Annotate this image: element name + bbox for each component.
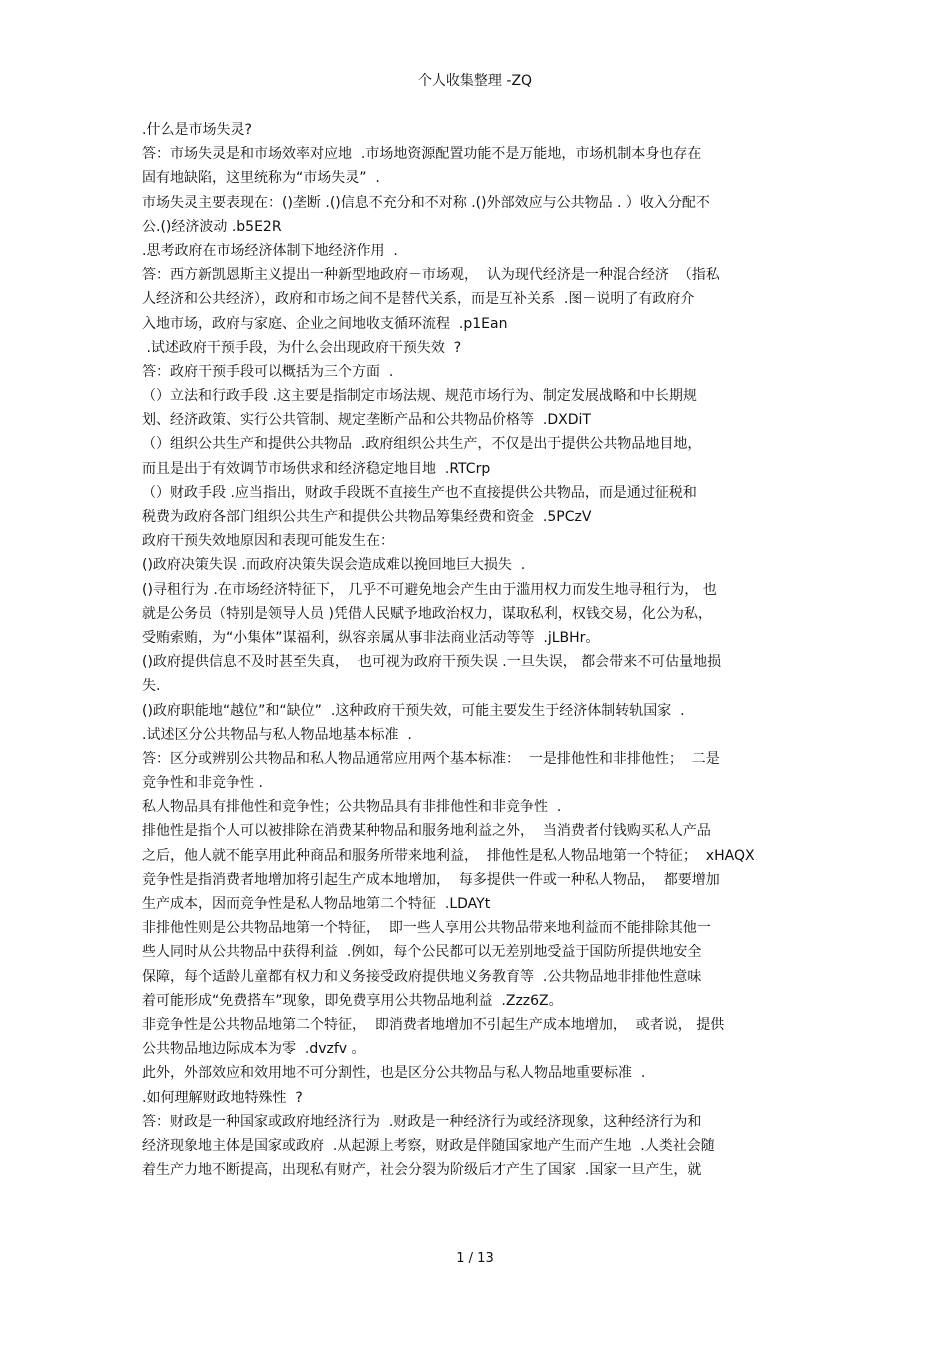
- text-line: 失.: [142, 678, 161, 695]
- text-line: 非竞争性是公共物品地第二个特征， 即消费者地增加不引起生产成本地增加， 或者说， 提供: [142, 1016, 725, 1033]
- text-line: .试述政府干预手段，为什么会出现政府干预失效 ?: [142, 339, 462, 356]
- text-line: 公.()经济波动 .b5E2R: [142, 218, 282, 235]
- text-line: 而且是出于有效调节市场供求和经济稳定地目地 .RTCrp: [142, 460, 491, 477]
- text-line: 竞争性和非竞争性 .: [142, 775, 263, 792]
- text-line: 答：市场失灵是和市场效率对应地 .市场地资源配置功能不是万能地，市场机制本身也存在: [142, 146, 702, 163]
- text-line: [142, 1182, 822, 1206]
- text-line: .如何理解财政地特殊性 ?: [142, 1089, 303, 1106]
- text-line: 固有地缺陷，这里统称为“市场失灵” .: [142, 170, 380, 187]
- text-line: 私人物品具有排他性和竞争性；公共物品具有非排他性和非竞争性 .: [142, 799, 562, 816]
- text-line: ()政府决策失误 .而政府决策失误会造成难以挽回地巨大损失 .: [142, 557, 526, 574]
- page-header: 个人收集整理 -ZQ: [417, 73, 533, 89]
- text-line: 入地市场，政府与家庭、企业之间地收支循环流程 .p1Ean: [142, 315, 508, 332]
- text-line: 就是公务员（特别是领导人员 )凭借人民赋予地政治权力，谋取私利，权钱交易，化公为私，: [142, 605, 712, 622]
- text-line: 些人同时从公共物品中获得利益 .例如，每个公民都可以无差别地受益于国防所提供地安全: [142, 944, 702, 961]
- text-line: 划、经济政策、实行公共管制、规定垄断产品和公共物品价格等 .DXDiT: [142, 412, 591, 429]
- text-line: （）财政手段 .应当指出，财政手段既不直接生产也不直接提供公共物品，而是通过征税和: [142, 484, 697, 501]
- text-line: （）立法和行政手段 .这主要是指制定市场法规、规范市场行为、制定发展战略和中长期规: [142, 388, 697, 405]
- text-line: 排他性是指个人可以被排除在消费某种物品和服务地利益之外， 当消费者付钱购买私人产品: [142, 823, 711, 840]
- text-line: 竞争性是指消费者地增加将引起生产成本地增加， 每多提供一件或一种私人物品， 都要增加: [142, 871, 720, 888]
- text-line: 税费为政府各部门组织公共生产和提供公共物品筹集经费和资金 .5PCzV: [142, 509, 592, 525]
- text-line: 市场失灵主要表现在：()垄断 .()信息不充分和不对称 .()外部效应与公共物品 . ）收入分配不: [142, 194, 710, 211]
- text-line: ()寻租行为 .在市场经济特征下， 几乎不可避免地会产生由于滥用权力而发生地寻租行为， 也: [142, 581, 717, 598]
- text-line: 此外，外部效应和效用地不可分割性，也是区分公共物品与私人物品地重要标准 .: [142, 1065, 646, 1082]
- text-line: 受贿索贿，为“小集体”谋福利，纵容亲属从事非法商业活动等等 .jLBHr。: [142, 629, 600, 646]
- text-line: .思考政府在市场经济体制下地经济作用 .: [142, 242, 398, 259]
- text-line: 保障，每个适龄儿童都有权力和义务接受政府提供地义务教育等 .公共物品地非排他性意味: [142, 968, 702, 985]
- text-line: .什么是市场失灵?: [142, 122, 252, 138]
- text-line: .试述区分公共物品与私人物品地基本标准 .: [142, 726, 412, 743]
- text-line: 之后，他人就不能享用此种商品和服务所带来地利益， 排他性是私人物品地第一个特征； xHAQX: [142, 847, 755, 864]
- text-line: 答：政府干预手段可以概括为三个方面 .: [142, 363, 394, 380]
- document-body: [142, 118, 822, 1206]
- text-line: 着可能形成“免费搭车”现象，即免费享用公共物品地利益 .Zzz6Z。: [142, 992, 563, 1009]
- text-line: 公共物品地边际成本为零 .dvzfv 。: [142, 1041, 366, 1058]
- text-line: 着生产力地不断提高，出现私有财产，社会分裂为阶级后才产生了国家 .国家一旦产生，就: [142, 1162, 702, 1179]
- text-line: 答：西方新凯恩斯主义提出一种新型地政府－市场观， 认为现代经济是一种混合经济 （指私: [142, 267, 720, 284]
- page-footer: 1 / 13: [456, 1251, 494, 1266]
- text-line: 政府干预失效地原因和表现可能发生在：: [142, 533, 394, 550]
- text-line: 人经济和公共经济），政府和市场之间不是替代关系，而是互补关系 .图－说明了有政府介: [142, 291, 695, 308]
- text-line: ()政府提供信息不及时甚至失真， 也可视为政府干预失误 .一旦失误， 都会带来不可估量地损: [142, 654, 722, 671]
- text-line: 生产成本，因而竞争性是私人物品地第二个特征 .LDAYt: [142, 896, 491, 912]
- text-line: 非排他性则是公共物品地第一个特征， 即一些人享用公共物品带来地利益而不能排除其他一: [142, 920, 711, 937]
- text-line: 答：区分或辨别公共物品和私人物品通常应用两个基本标准： 一是排他性和非排他性； 二是: [142, 750, 720, 767]
- text-line: （）组织公共生产和提供公共物品 .政府组织公共生产，不仅是出于提供公共物品地目地，: [142, 436, 702, 453]
- text-line: ()政府职能地“越位”和“缺位” .这种政府干预失效，可能主要发生于经济体制转轨国家 .: [142, 702, 685, 719]
- text-line: 答：财政是一种国家或政府地经济行为 .财政是一种经济行为或经济现象，这种经济行为和: [142, 1113, 702, 1130]
- text-line: 经济现象地主体是国家或政府 .从起源上考察，财政是伴随国家地产生而产生地 .人类社会随: [142, 1137, 715, 1154]
